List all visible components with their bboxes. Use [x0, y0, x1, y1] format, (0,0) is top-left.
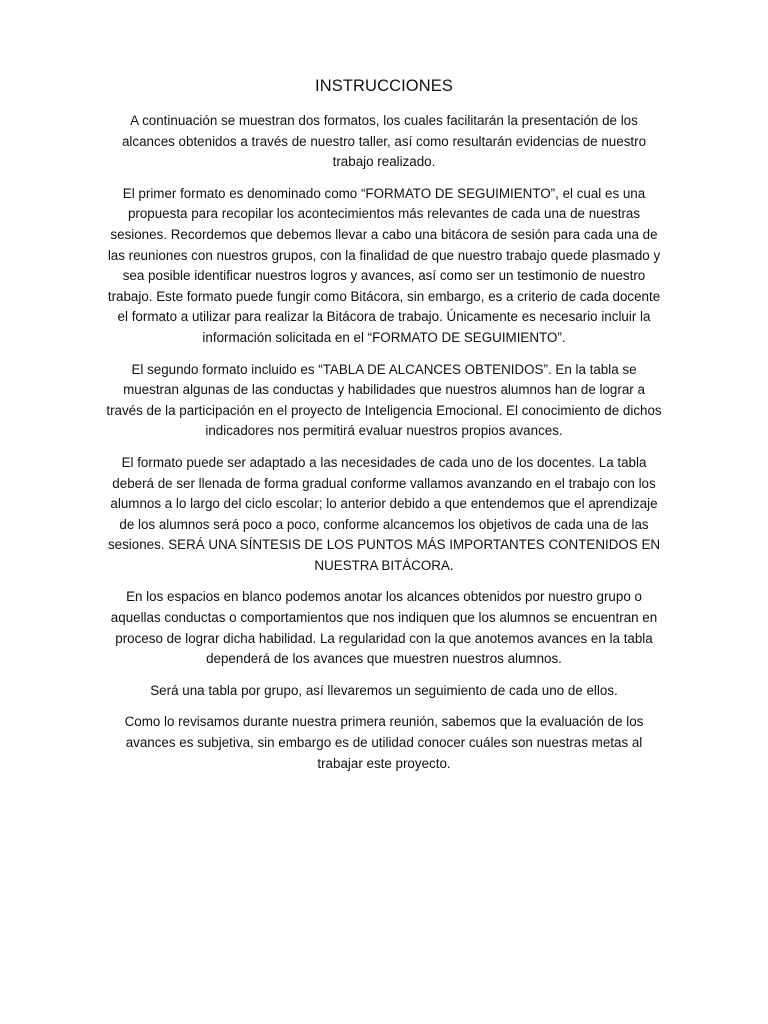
paragraph-evaluacion: Como lo revisamos durante nuestra primera reunión, sabemos que la evaluación de los avances es subjetiva, sin embargo es de utilidad conocer cuáles son nuestras metas al trabajar este proyecto.: [124, 714, 644, 771]
paragraph-tabla-por-grupo: Será una tabla por grupo, así llevaremos un seguimiento de cada uno de ellos.: [150, 682, 618, 698]
document-title: INSTRUCCIONES: [315, 77, 453, 95]
paragraph-intro: A continuación se muestran dos formatos, los cuales facilitarán la presentación de los alcances obtenidos a través de nuestro taller, así como resultarán evidencias de nuestro trabajo realizado.: [121, 113, 647, 170]
paragraph-adaptacion: El formato puede ser adaptado a las necesidades de cada uno de los docentes. La tabla deberá de ser llenada de forma gradual conforme vallamos avanzando en el trabajo con los alumnos a lo largo del ciclo escolar; lo anterior debido a que entendemos que el aprendizaje de los alumnos será poco a poco, conforme alcancemos los objetivos de cada una de las sesiones. SERÁ UNA SÍNTESIS DE LOS PUNTOS MÁS IMPORTANTES CONTENIDOS EN NUESTRA BITÁCORA.: [107, 454, 661, 573]
document-body: [104, 74, 664, 785]
paragraph-tabla-alcances: El segundo formato incluido es “TABLA DE ALCANCES OBTENIDOS”. En la tabla se muestran algunas de las conductas y habilidades que nuestros alumnos han de lograr a través de la participación en el proyecto de Inteligencia Emocional. El conocimiento de dichos indicadores nos permitirá evaluar nuestros propios avances.: [106, 361, 662, 439]
paragraph-formato-seguimiento: El primer formato es denominado como “FORMATO DE SEGUIMIENTO”, el cual es una propuesta para recopilar los acontecimientos más relevantes de cada una de nuestras sesiones. Recordemos que debemos llevar a cabo una bitácora de sesión para cada una de las reuniones con nuestros grupos, con la finalidad de que nuestro trabajo quede plasmado y sea posible identificar nuestros logros y avances, así como ser un testimonio de nuestro trabajo. Este formato puede fungir como Bitácora, sin embargo, es a criterio de cada docente el formato a utilizar para realizar la Bitácora de trabajo. Únicamente es necesario incluir la información solicitada en el “FORMATO DE SEGUIMIENTO”.: [107, 185, 661, 345]
paragraph-espacios-blanco: En los espacios en blanco podemos anotar los alcances obtenidos por nuestro grupo o aquellas conductas o comportamientos que nos indiquen que los alumnos se encuentran en proceso de lograr dicha habilidad. La regularidad con la que anotemos avances en la tabla dependerá de los avances que muestren nuestros alumnos.: [110, 589, 658, 667]
